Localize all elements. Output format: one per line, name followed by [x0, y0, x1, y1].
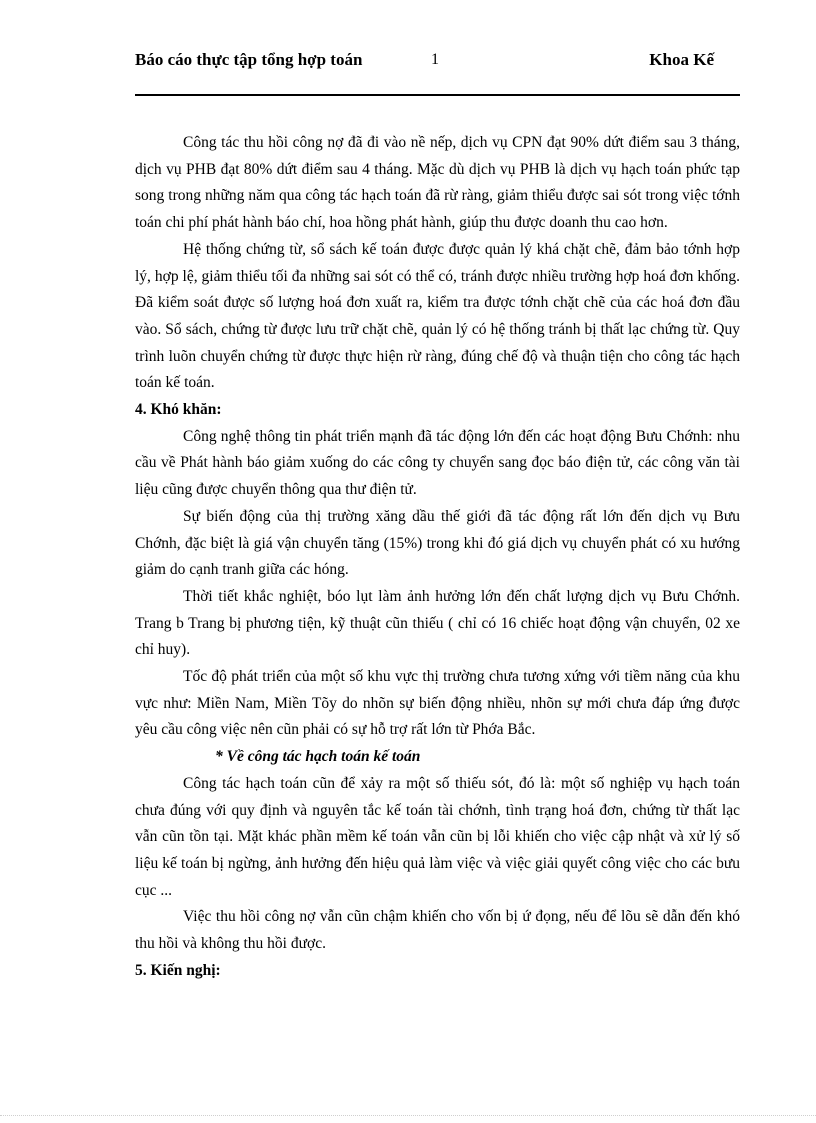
header-title: Báo cáo thực tập tổng hợp toán	[135, 50, 363, 69]
paragraph-debt-collection: Công tác thu hồi công nợ đã đi vào nề nếp, dịch vụ CPN đạt 90% dứt điểm sau 3 tháng, dịch vụ PHB đạt 80% dứt điểm sau 4 tháng. Mặc dù dịch vụ PHB là dịch vụ hạch toán phức tạp song trong những năm qua công tác hạch toán đã rừ ràng, giảm thiểu được sai sót trong việc tớnh toán chi phí phát hành báo chí, hoa hồng phát hành, giúp thu được doanh thu cao hơn.	[135, 134, 740, 232]
heading-accounting: * Về công tác hạch toán kế toán	[215, 748, 421, 766]
paragraph-document-system: Hệ thống chứng từ, sổ sách kế toán được được quản lý khá chặt chẽ, đảm bảo tớnh hợp lý, hợp lệ, giảm thiểu tối đa những sai sót có thể có, tránh được nhiều trường hợp hoá đơn khống. Đã kiểm soát được số lượng hoá đơn xuất ra, kiểm tra được tớnh chặt chẽ của các hoá đơn đầu vào. Sổ sách, chứng từ được lưu trữ chặt chẽ, quản lý có hệ thống tránh bị thất lạc chứng từ. Quy trình luõn chuyển chứng từ được thực hiện rừ ràng, đúng chế độ và thuận tiện cho công tác hạch toán kế toán.	[135, 240, 740, 392]
header-department: Khoa Kế	[649, 50, 714, 69]
heading-recommendations: 5. Kiến nghị:	[135, 961, 221, 979]
paragraph-market-growth: Tốc độ phát triển của một số khu vực thị trường chưa tương xứng với tiềm năng của khu vực như: Miền Nam, Miền Tõy do nhõn sự biến động nhiều, nhõn sự mới chưa đáp ứng được yêu cầu công việc nên cũn phải có sự hỗ trợ rất lớn từ Phớa Bắc.	[135, 668, 740, 739]
page-number: 1	[431, 51, 439, 68]
paragraph-fuel-market: Sự biến động của thị trường xăng dầu thế giới đã tác động rất lớn đến dịch vụ Bưu Chớnh, đặc biệt là giá vận chuyển tăng (15%) trong khi đó giá dịch vụ chuyển phát có xu hướng giảm do cạnh tranh giữa các hóng.	[135, 507, 740, 579]
heading-difficulties: 4. Khó khăn:	[135, 401, 222, 419]
page-header	[135, 48, 740, 96]
paragraph-it-development: Công nghệ thông tin phát triển mạnh đã tác động lớn đến các hoạt động Bưu Chớnh: nhu cầu về Phát hành báo giảm xuống do các công ty chuyển sang đọc báo điện tử, các công văn tài liệu cũng được chuyển thông qua thư điện tử.	[135, 427, 740, 499]
paragraph-accounting-issues: Công tác hạch toán cũn để xảy ra một số thiếu sót, đó là: một số nghiệp vụ hạch toán chưa đúng với quy định và nguyên tắc kế toán tài chớnh, tình trạng hoá đơn, chứng từ thất lạc vẫn cũn tồn tại. Mặt khác phần mềm kế toán vẫn cũn bị lỗi khiến cho việc cập nhật và xử lý số liệu kế toán bị ngừng, ảnh hưởng đến hiệu quả làm việc và việc giải quyết công việc cho các bưu cục ...	[135, 774, 740, 899]
page-bottom-divider	[0, 1115, 816, 1116]
paragraph-weather: Thời tiết khắc nghiệt, bóo lụt làm ảnh hưởng lớn đến chất lượng dịch vụ Bưu Chớnh. Trang b Trang bị phương tiện, kỹ thuật cũn thiếu ( chỉ có 16 chiếc hoạt động vận chuyển, 02 xe chỉ huy).	[135, 587, 740, 659]
document-body	[135, 130, 740, 985]
paragraph-slow-collection: Việc thu hồi công nợ vẫn cũn chậm khiến cho vốn bị ứ đọng, nếu để lõu sẽ dẫn đến khó thu hồi và không thu hồi được.	[135, 908, 740, 953]
